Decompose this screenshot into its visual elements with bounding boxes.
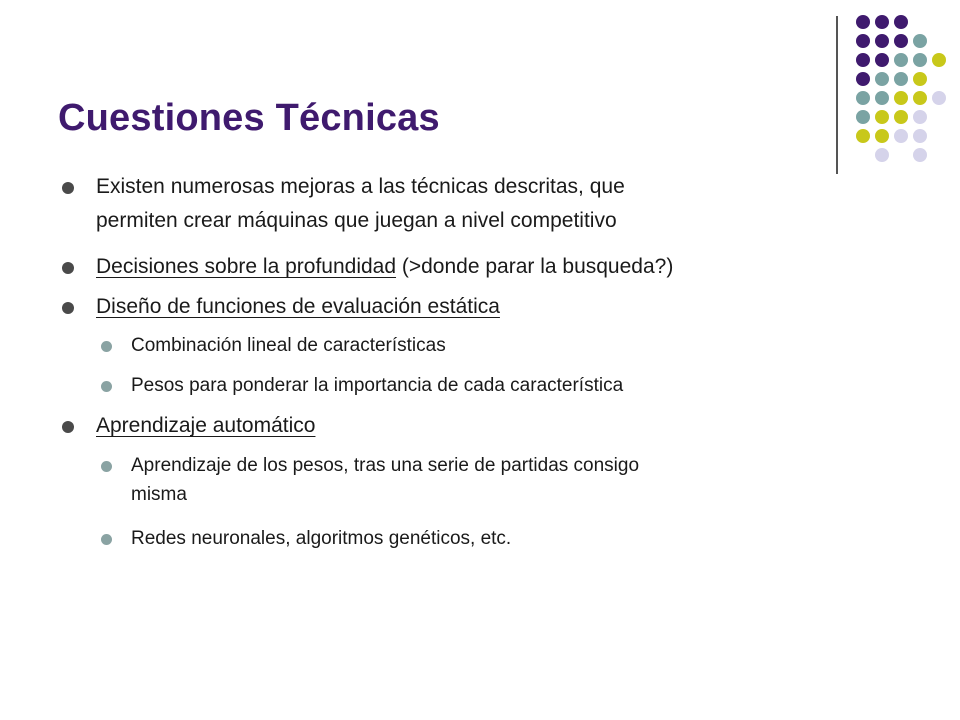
sub-bullet-text-continued: misma xyxy=(131,484,187,505)
bullet-text xyxy=(96,290,500,324)
bullet-rest: (>donde parar la busqueda?) xyxy=(396,255,674,278)
underlined-topic: Aprendizaje automático xyxy=(96,414,316,437)
sub-bullet-text: Pesos para ponderar la importancia de cada característica xyxy=(131,375,624,396)
underlined-topic: Diseño de funciones de evaluación estática xyxy=(96,295,500,318)
sub-bullet-dot xyxy=(101,381,112,392)
bullet-dot xyxy=(62,302,74,314)
bullet-text xyxy=(96,250,673,284)
sub-bullet-dot xyxy=(101,341,112,352)
underlined-topic: Decisiones sobre la profundidad xyxy=(96,255,397,278)
bullet-text-continued: permiten crear máquinas que juegan a nivel competitivo xyxy=(96,209,617,232)
sub-bullet-dot xyxy=(101,534,112,545)
slide-title: Cuestiones Técnicas xyxy=(58,97,440,139)
bullet-text: Existen numerosas mejoras a las técnicas descritas, que xyxy=(96,175,625,198)
bullet-dot xyxy=(62,421,74,433)
sub-bullet-text: Aprendizaje de los pesos, tras una serie de partidas consigo xyxy=(131,455,640,476)
bullet-text xyxy=(96,409,315,443)
bullet-dot xyxy=(62,262,74,274)
sub-bullet-dot xyxy=(101,461,112,472)
bullet-dot xyxy=(62,182,74,194)
sub-bullet-text: Redes neuronales, algoritmos genéticos, etc. xyxy=(131,528,512,549)
sub-bullet-text: Combinación lineal de características xyxy=(131,335,446,356)
